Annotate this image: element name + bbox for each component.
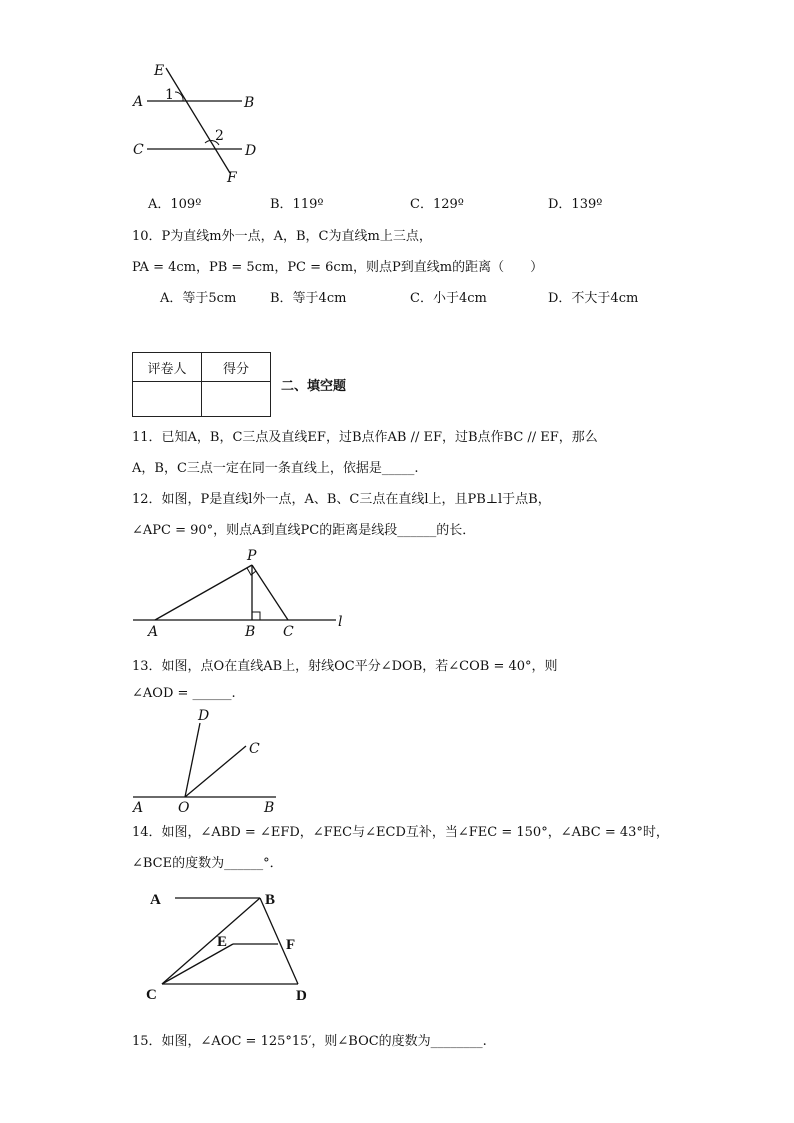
label-c: C — [133, 142, 144, 158]
q11-line2: A，B，C三点一定在同一条直线上，依据是_____. — [132, 461, 419, 476]
score-table-grader-header: 评卷人 — [133, 353, 202, 382]
q11-line1: 11．已知A，B，C三点及直线EF，过B点作AB // EF，过B点作BC // EF，那么 — [132, 430, 598, 445]
label-e: E — [217, 934, 228, 950]
q10-option-a: A．等于5cm — [160, 291, 237, 306]
label-c: C — [146, 987, 157, 1003]
section-title: 二、填空题 — [281, 379, 347, 394]
label-b: B — [265, 892, 276, 908]
label-a: A — [133, 800, 144, 816]
q14-line1: 14．如图，∠ABD = ∠EFD，∠FEC与∠ECD互补，当∠FEC = 150°，∠ABC = 43°时， — [132, 825, 669, 840]
q15-line1: 15．如图，∠AOC = 125°15′，则∠BOC的度数为________. — [132, 1034, 487, 1049]
q10-line1: 10．P为直线m外一点，A，B，C为直线m上三点， — [132, 229, 432, 244]
q9-option-d: D．139º — [548, 197, 603, 212]
label-c: C — [249, 741, 260, 757]
label-a: A — [150, 892, 161, 908]
label-a: A — [133, 94, 144, 110]
q12-line2: ∠APC = 90°，则点A到直线PC的距离是线段______的长． — [132, 523, 476, 538]
q12-line1: 12．如图，P是直线l外一点，A、B、C三点在直线l上，且PB⊥l于点B， — [132, 492, 551, 507]
segment-ce — [162, 944, 233, 984]
label-angle2: 2 — [215, 128, 224, 144]
label-o: O — [178, 800, 190, 816]
label-b: B — [264, 800, 275, 816]
q9-option-a: A．109º — [148, 197, 202, 212]
label-p: P — [247, 548, 257, 564]
label-angle1: 1 — [165, 87, 174, 103]
q9-option-b: B．119º — [270, 197, 324, 212]
q10-option-d: D．不大于4cm — [548, 291, 639, 306]
label-d: D — [245, 143, 257, 159]
q13-line2: ∠AOD = ______. — [132, 686, 236, 701]
q10-option-c: C．小于4cm — [410, 291, 487, 306]
label-a: A — [148, 624, 159, 640]
label-d: D — [296, 988, 307, 1004]
score-table-score-header: 得分 — [202, 353, 271, 382]
label-b: B — [245, 624, 256, 640]
q13-line1: 13．如图，点O在直线AB上，射线OC平分∠DOB，若∠COB = 40°，则 — [132, 659, 558, 674]
label-l: l — [338, 614, 343, 630]
label-f: F — [227, 170, 237, 186]
q14-line2: ∠BCE的度数为______°． — [132, 856, 283, 871]
label-c: C — [283, 624, 294, 640]
label-f: F — [286, 937, 296, 953]
label-d: D — [198, 708, 210, 724]
q10-option-b: B．等于4cm — [270, 291, 347, 306]
segment-bc — [162, 898, 260, 984]
q9-option-c: C．129º — [410, 197, 464, 212]
label-b: B — [244, 95, 255, 111]
label-e: E — [154, 63, 165, 79]
q10-line2: PA = 4cm，PB = 5cm，PC = 6cm，则点P到直线m的距离（ ） — [132, 260, 544, 275]
